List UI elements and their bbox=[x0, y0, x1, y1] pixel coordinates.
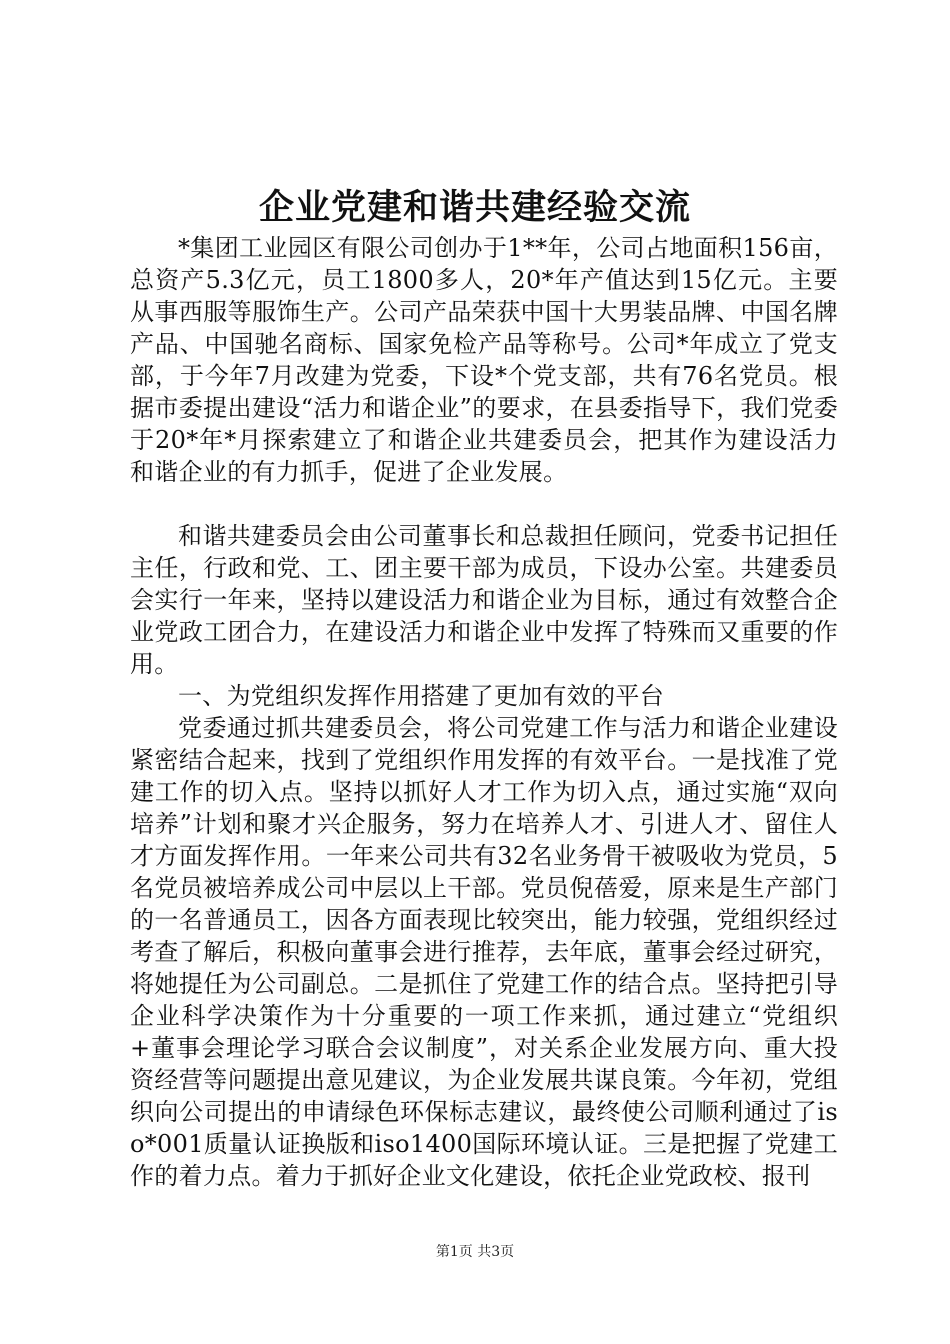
document-body bbox=[130, 232, 838, 1192]
section-heading-1: 一、为党组织发挥作用搭建了更加有效的平台 bbox=[178, 682, 664, 710]
page-number-footer: 第1页 共3页 bbox=[435, 1244, 515, 1260]
paragraph-party-platform: 党委通过抓共建委员会，将公司党建工作与活力和谐企业建设紧密结合起来，找到了党组织作用发挥的有效平台。一是找准了党建工作的切入点。坚持以抓好人才工作为切入点，通过实施“双向培养”计划和聚才兴企服务，努力在培养人才、引进人才、留住人才方面发挥作用。一年来公司共有32名业务骨干被吸收为党员，5名党员被培养成公司中层以上干部。党员倪蓓爱，原来是生产部门的一名普通员工，因各方面表现比较突出，能力较强，党组织经过考查了解后，积极向董事会进行推荐，去年底，董事会经过研究，将她提任为公司副总。二是抓住了党建工作的结合点。坚持把引导企业科学决策作为十分重要的一项工作来抓，通过建立“党组织+董事会理论学习联合会议制度”，对关系企业发展方向、重大投资经营等问题提出意见建议，为企业发展共谋良策。今年初，党组织向公司提出的申请绿色环保标志建议，最终使公司顺利通过了iso*001质量认证换版和iso1400国际环境认证。三是把握了党建工作的着力点。着力于抓好企业文化建设，依托企业党政校、报刊 bbox=[130, 714, 838, 1190]
document-title: 企业党建和谐共建经验交流 bbox=[258, 187, 691, 228]
paragraph-company-intro: *集团工业园区有限公司创办于1**年，公司占地面积156亩，总资产5.3亿元，员工1800多人，20*年产值达到15亿元。主要从事西服等服饰生产。公司产品荣获中国十大男装品牌、中国名牌产品、中国驰名商标、国家免检产品等称号。公司*年成立了党支部，于今年7月改建为党委，下设*个党支部，共有76名党员。根据市委提出建设“活力和谐企业”的要求，在县委指导下，我们党委于20*年*月探索建立了和谐企业共建委员会，把其作为建设活力和谐企业的有力抓手，促进了企业发展。 bbox=[130, 234, 838, 486]
paragraph-committee-overview: 和谐共建委员会由公司董事长和总裁担任顾问，党委书记担任主任，行政和党、工、团主要干部为成员，下设办公室。共建委员会实行一年来，坚持以建设活力和谐企业为目标，通过有效整合企业党政工团合力，在建设活力和谐企业中发挥了特殊而又重要的作用。 bbox=[130, 522, 838, 678]
